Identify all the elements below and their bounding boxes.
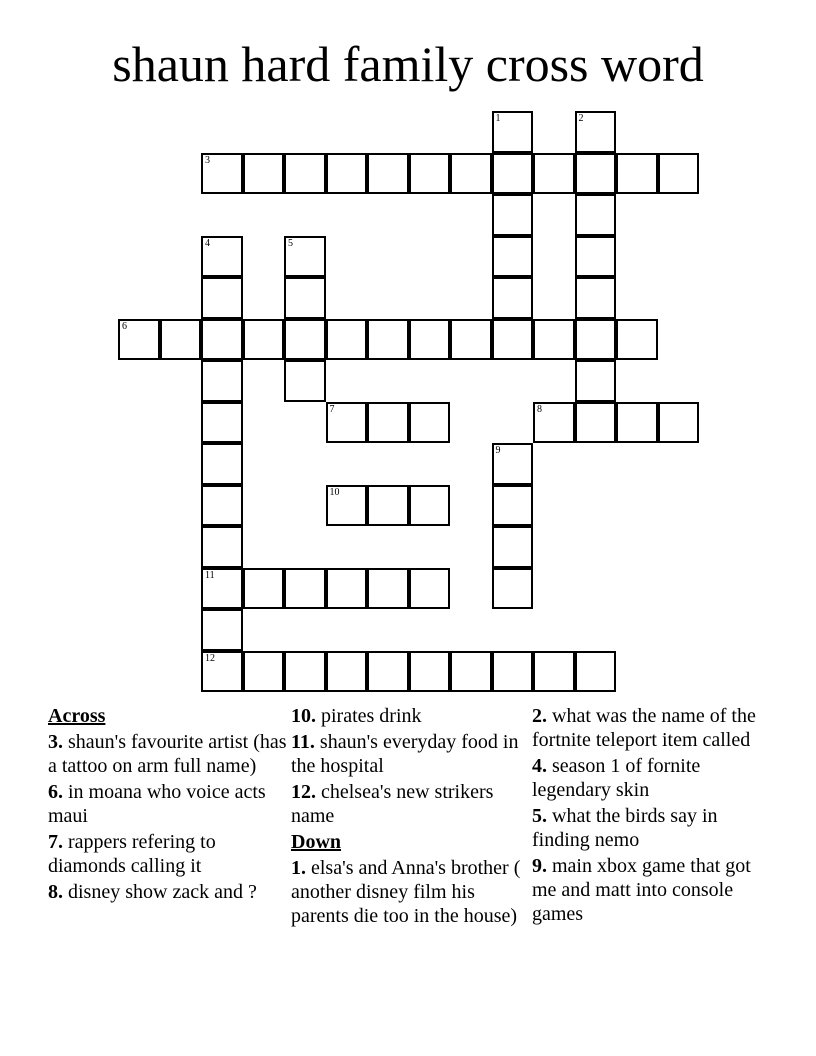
clue-across-3: 3. shaun's favourite artist (has a tattoo on arm full name)	[48, 731, 287, 777]
clues-column-3	[532, 704, 772, 928]
grid-cell[interactable]	[492, 526, 534, 568]
grid-cell[interactable]	[284, 153, 326, 195]
grid-cell[interactable]	[201, 443, 243, 485]
grid-cell[interactable]	[243, 319, 285, 361]
grid-cell[interactable]	[492, 485, 534, 527]
grid-cell[interactable]	[616, 402, 658, 444]
grid-cell[interactable]	[450, 319, 492, 361]
grid-cell[interactable]	[492, 194, 534, 236]
grid-cell[interactable]	[326, 485, 368, 527]
clue-down-2: 2. what was the name of the fortnite teleport item called	[532, 705, 756, 751]
grid-cell[interactable]	[533, 319, 575, 361]
grid-cell[interactable]	[201, 277, 243, 319]
grid-cell[interactable]	[533, 402, 575, 444]
clues-column-2	[291, 704, 531, 930]
grid-cell[interactable]	[409, 651, 451, 693]
grid-cell[interactable]	[409, 153, 451, 195]
grid-cell[interactable]	[575, 111, 617, 153]
clue-number: 12	[205, 652, 215, 664]
grid-cell[interactable]	[575, 194, 617, 236]
grid-cell[interactable]	[658, 153, 700, 195]
grid-cell[interactable]	[616, 153, 658, 195]
clue-number: 3	[205, 154, 210, 166]
grid-cell[interactable]	[326, 402, 368, 444]
grid-cell[interactable]	[201, 609, 243, 651]
grid-cell[interactable]	[616, 319, 658, 361]
clue-number: 4	[205, 237, 210, 249]
clue-across-10: 10. pirates drink	[291, 705, 422, 727]
grid-cell[interactable]	[284, 277, 326, 319]
clue-number: 6	[122, 320, 127, 332]
clue-down-5: 5. what the birds say in finding nemo	[532, 805, 718, 851]
clue-number: 9	[495, 445, 501, 456]
grid-cell[interactable]	[409, 485, 451, 527]
grid-cell[interactable]	[492, 236, 534, 278]
clue-across-7: 7. rappers refering to diamonds calling it	[48, 831, 216, 877]
grid-cell[interactable]	[492, 111, 534, 153]
grid-cell[interactable]	[201, 526, 243, 568]
grid-cell[interactable]	[326, 153, 368, 195]
grid-cell[interactable]	[492, 443, 534, 485]
down-header: Down	[291, 831, 342, 853]
clue-across-8: 8. disney show zack and ?	[48, 881, 257, 903]
grid-cell[interactable]	[284, 319, 326, 361]
clue-number: 1	[495, 113, 501, 124]
clue-number: 10	[329, 486, 340, 498]
grid-cell[interactable]	[575, 153, 617, 195]
grid-cell[interactable]	[201, 568, 243, 610]
grid-cell[interactable]	[284, 236, 326, 278]
clue-number: 11	[205, 569, 215, 581]
grid-cell[interactable]	[326, 651, 368, 693]
grid-cell[interactable]	[409, 319, 451, 361]
clue-down-1: 1. elsa's and Anna's brother ( another disney film his parents die too in the house)	[291, 857, 521, 927]
grid-cell[interactable]	[367, 568, 409, 610]
grid-cell[interactable]	[284, 651, 326, 693]
clue-number: 2	[578, 113, 584, 124]
grid-cell[interactable]	[201, 360, 243, 402]
grid-cell[interactable]	[367, 153, 409, 195]
grid-cell[interactable]	[284, 360, 326, 402]
grid-cell[interactable]	[492, 319, 534, 361]
grid-cell[interactable]	[243, 568, 285, 610]
grid-cell[interactable]	[450, 651, 492, 693]
grid-cell[interactable]	[160, 319, 202, 361]
grid-cell[interactable]	[243, 153, 285, 195]
clue-across-6: 6. in moana who voice acts maui	[48, 781, 266, 827]
clue-down-9: 9. main xbox game that got me and matt into console games	[532, 855, 751, 925]
clue-across-12: 12. chelsea's new strikers name	[291, 781, 494, 827]
clue-number: 5	[288, 237, 293, 249]
grid-cell[interactable]	[118, 319, 160, 361]
grid-cell[interactable]	[367, 402, 409, 444]
grid-cell[interactable]	[658, 402, 700, 444]
across-header: Across	[48, 705, 106, 727]
grid-cell[interactable]	[492, 568, 534, 610]
grid-cell[interactable]	[492, 651, 534, 693]
clue-down-4: 4. season 1 of fornite legendary skin	[532, 755, 701, 801]
grid-cell[interactable]	[450, 153, 492, 195]
grid-cell[interactable]	[575, 651, 617, 693]
grid-cell[interactable]	[492, 277, 534, 319]
grid-cell[interactable]	[326, 319, 368, 361]
clues-column-1	[48, 704, 288, 906]
grid-cell[interactable]	[201, 319, 243, 361]
grid-cell[interactable]	[533, 651, 575, 693]
grid-cell[interactable]	[575, 319, 617, 361]
clue-number: 7	[329, 403, 335, 415]
grid-cell[interactable]	[201, 153, 243, 195]
grid-cell[interactable]	[284, 568, 326, 610]
grid-cell[interactable]	[533, 153, 575, 195]
grid-cell[interactable]	[367, 319, 409, 361]
grid-cell[interactable]	[409, 402, 451, 444]
grid-cell[interactable]	[367, 651, 409, 693]
grid-cell[interactable]	[243, 651, 285, 693]
grid-cell[interactable]	[492, 153, 534, 195]
grid-cell[interactable]	[201, 402, 243, 444]
grid-cell[interactable]	[201, 485, 243, 527]
grid-cell[interactable]	[409, 568, 451, 610]
clue-number: 8	[537, 403, 542, 415]
grid-cell[interactable]	[201, 236, 243, 278]
clue-across-11: 11. shaun's everyday food in the hospital	[291, 731, 519, 777]
grid-cell[interactable]	[326, 568, 368, 610]
grid-cell[interactable]	[575, 360, 617, 402]
grid-cell[interactable]	[575, 402, 617, 444]
grid-cell[interactable]	[367, 485, 409, 527]
page-title: shaun hard family cross word	[112, 36, 704, 92]
grid-cell[interactable]	[575, 277, 617, 319]
grid-cell[interactable]	[201, 651, 243, 693]
grid-cell[interactable]	[575, 236, 617, 278]
